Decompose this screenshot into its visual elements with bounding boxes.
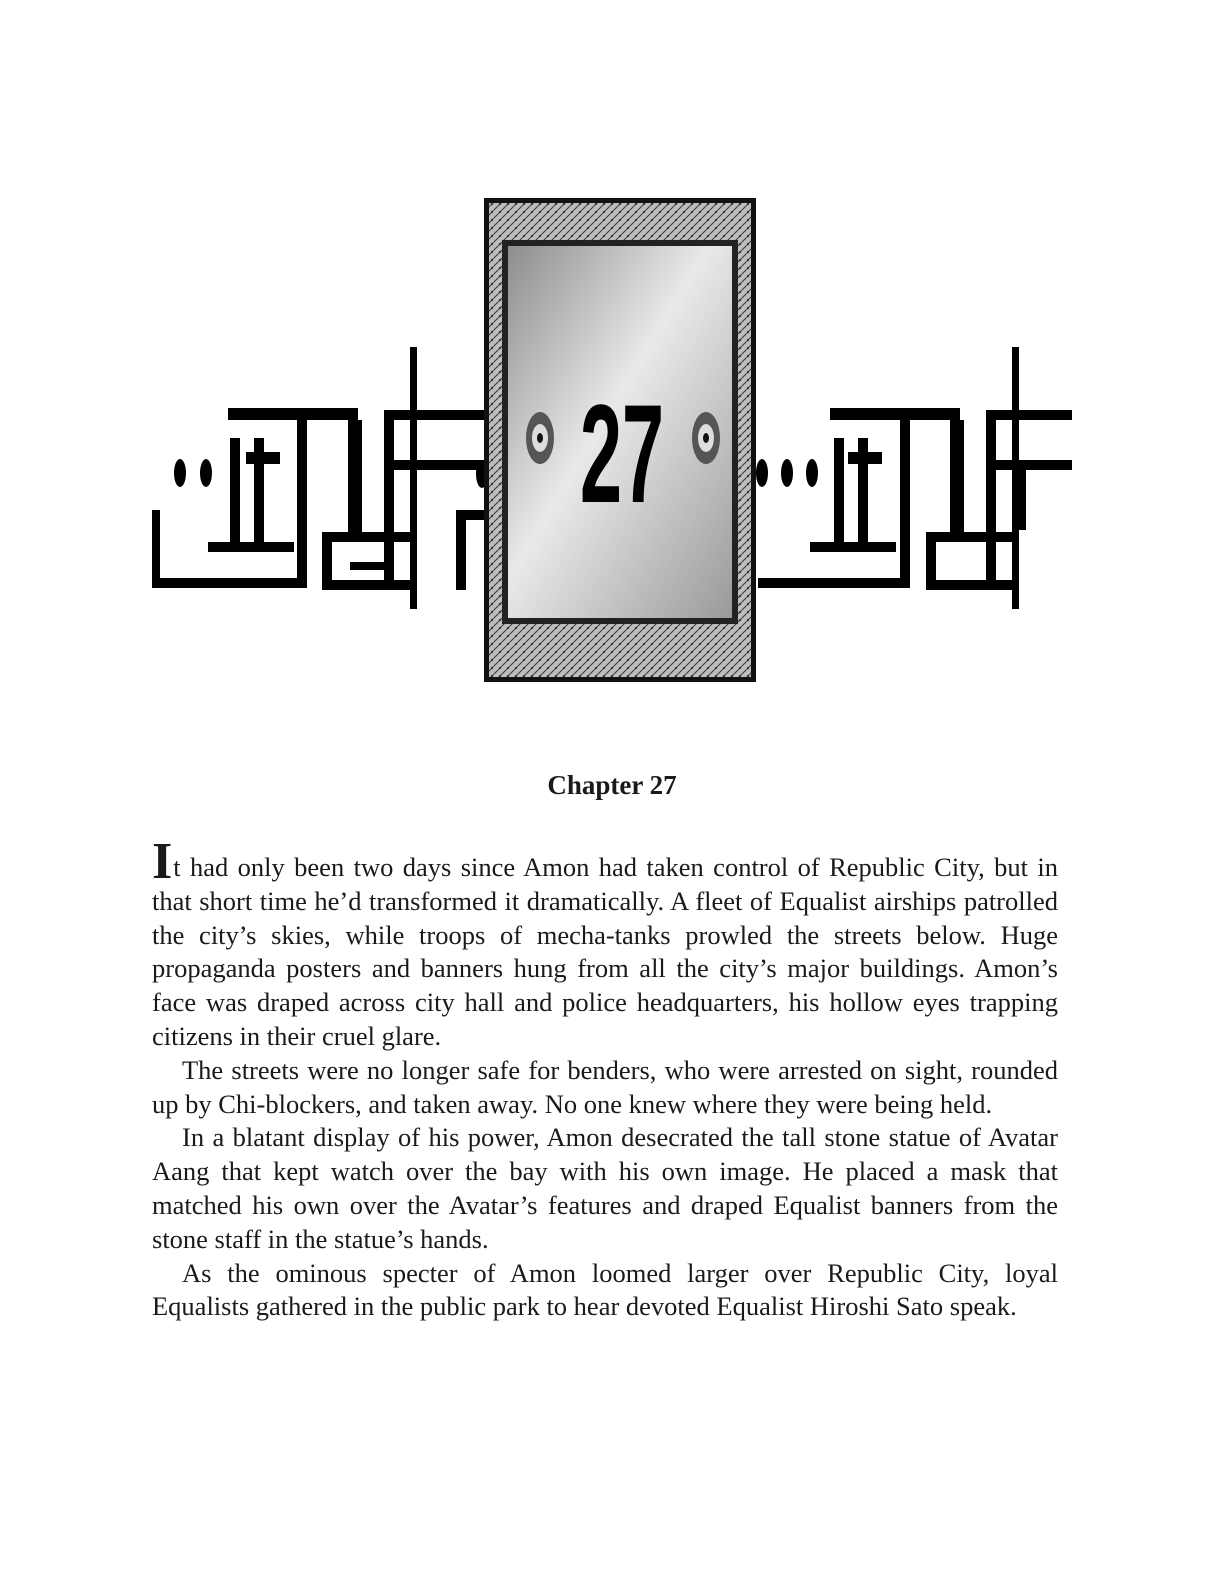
paragraph-1-text: t had only been two days since Amon had taken control of Republic City, but in that short time he’d transformed it dramatically. A fleet of Equalist airships patrolled the city’s skies, while troops of mecha-tanks prowled the streets below. Huge propaganda posters and banners hung from all the city’s major buildings. Amon’s face was draped across city hall and police headquarters, his hollow eyes trapping citizens in their cruel glare.	[152, 852, 1058, 1051]
chapter-ornament	[150, 190, 1072, 690]
paragraph-1	[152, 833, 1058, 1054]
chapter-number: 27	[580, 375, 664, 532]
left-medallion-icon	[526, 412, 554, 464]
drop-cap: I	[152, 833, 173, 890]
paragraph-3: In a blatant display of his power, Amon desecrated the tall stone statue of Avatar Aang that kept watch over the bay with his own image. He placed a mask that matched his own over the Avatar’s features and draped Equalist banners from the stone staff in the statue’s hands.	[152, 1122, 1058, 1254]
left-meander-icon	[152, 347, 488, 609]
chapter-body	[152, 833, 1058, 1324]
paragraph-2: The streets were no longer safe for benders, who were arrested on sight, rounded up by Chi-blockers, and taken away. No one knew where they were being held.	[152, 1054, 1058, 1119]
chapter-number-frame	[484, 198, 756, 682]
chapter-title: Chapter 27	[547, 770, 677, 800]
right-meander-icon	[756, 347, 1072, 609]
paragraph-4: As the ominous specter of Amon loomed larger over Republic City, loyal Equalists gathered in the public park to hear devoted Equalist Hiroshi Sato speak.	[152, 1257, 1058, 1322]
right-medallion-icon	[692, 412, 720, 464]
